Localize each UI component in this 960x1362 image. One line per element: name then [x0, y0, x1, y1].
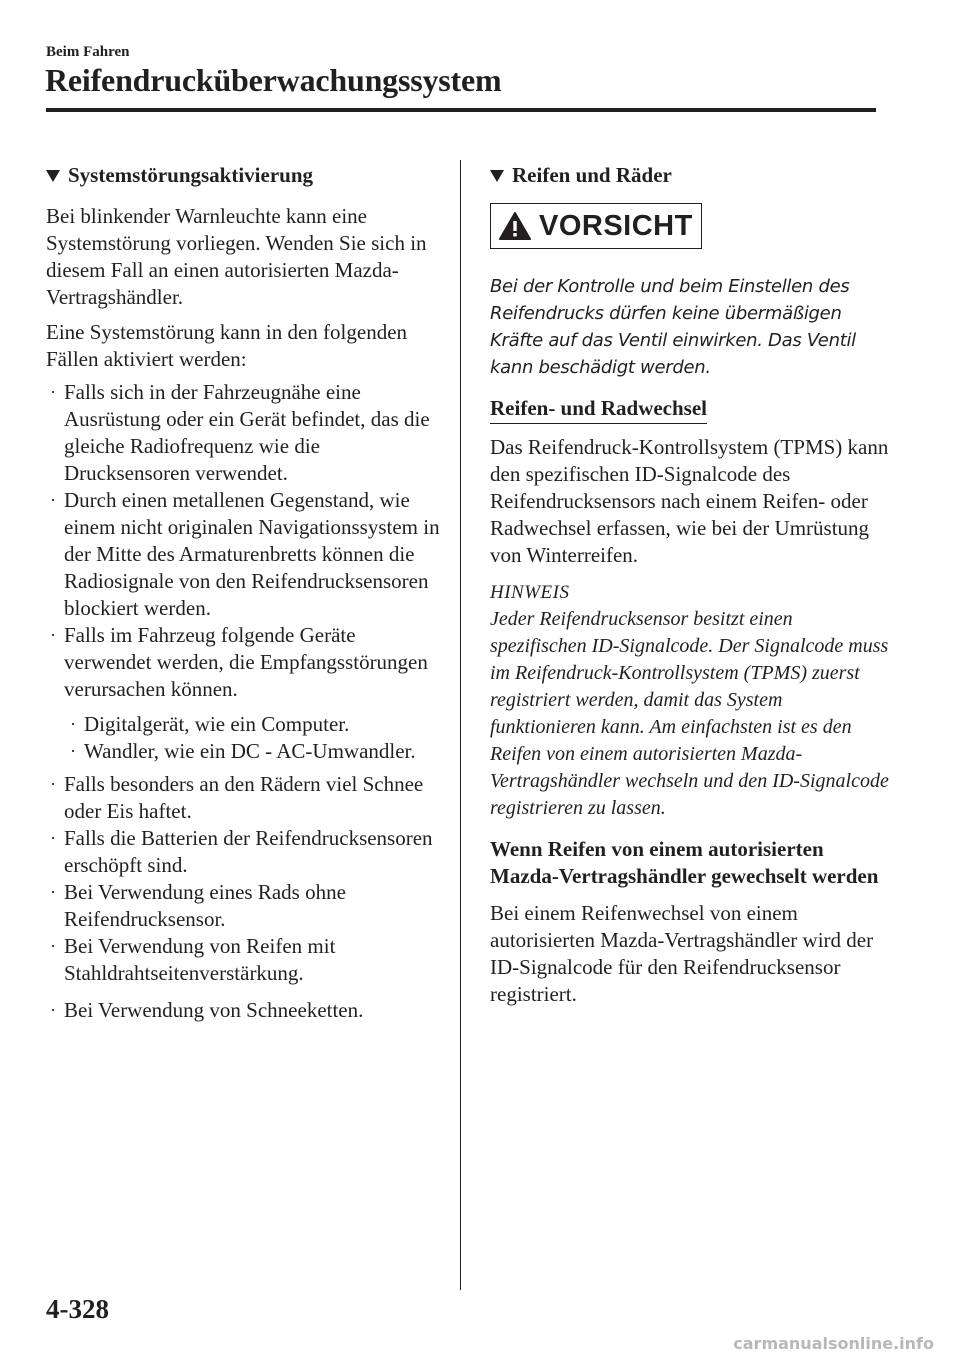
section-heading-text: Reifen und Räder [512, 163, 672, 187]
header-rule [46, 108, 876, 112]
note-title: HINWEIS [490, 582, 570, 603]
note-text: Jeder Reifendrucksensor besitzt einen spezifischen ID-Signalcode. Der Signalcode muss im Reifendruck-Kontrollsystem (TPMS) zuerst registriert werden, damit das System funktionieren kann. Am einfachsten ist es den Reifen von einem autorisierten Mazda-Vertragshändler wechseln und den ID-Signalcode registrieren zu lassen. [490, 608, 889, 819]
bullet-icon: · [50, 774, 56, 794]
page-number: 4-328 [46, 1294, 109, 1324]
page-title: Reifendrucküberwachungssystem [45, 62, 502, 98]
paragraph: Bei blinkender Warnleuchte kann eine Systemstörung vorliegen. Wenden Sie sich in diesem Fall an einen autorisierten Mazda-Vertragshändler. [46, 204, 427, 309]
list-item: · Digitalgerät, wie ein Computer. [70, 712, 350, 736]
list-item: · Bei Verwendung eines Rads ohne Reifendrucksensor. [50, 880, 346, 931]
caution-text: Bei der Kontrolle und beim Einstellen des Reifendrucks dürfen keine übermäßigen Kräfte auf das Ventil einwirken. Das Ventil kann beschädigt werden. [490, 276, 856, 378]
section-heading-system-fault [46, 162, 441, 189]
bullet-icon: · [50, 382, 56, 402]
right-column [490, 160, 890, 1008]
list-item: · Falls im Fahrzeug folgende Geräte verwendet werden, die Empfangsstörungen verursachen können. [50, 623, 428, 701]
paragraph: Bei einem Reifenwechsel von einem autorisierten Mazda-Vertragshändler wird der ID-Signalcode für den Reifendrucksensor registriert. [490, 901, 874, 1006]
bold-heading: Wenn Reifen von einem autorisierten Mazda-Vertragshändler gewechselt werden [490, 837, 879, 888]
bullet-icon: · [50, 936, 56, 956]
subheading-tire-wheel-change: Reifen- und Radwechsel [490, 395, 707, 424]
left-column [46, 160, 441, 1024]
bullet-icon: · [50, 490, 56, 510]
list-item: · Wandler, wie ein DC - AC-Umwandler. [70, 739, 416, 763]
bullet-icon: · [50, 828, 56, 848]
section-heading-tires-wheels [490, 162, 890, 189]
bullet-icon: · [70, 714, 76, 734]
bullet-icon: · [50, 1000, 56, 1020]
paragraph: Eine Systemstörung kann in den folgenden Fällen aktiviert werden: [46, 320, 408, 371]
warning-triangle-icon [497, 210, 533, 242]
bullet-icon: · [70, 741, 76, 761]
column-divider [460, 160, 461, 1290]
chapter-label: Beim Fahren [46, 44, 130, 60]
list-item: · Bei Verwendung von Reifen mit Stahldrahtseitenverstärkung. [50, 934, 336, 985]
section-heading-text: Systemstörungsaktivierung [68, 163, 314, 187]
sub-bullet-list [66, 711, 441, 765]
list-item: · Falls sich in der Fahrzeugnähe eine Ausrüstung oder ein Gerät befindet, das die gleiche Radiofrequenz wie die Drucksensoren verwendet. [50, 380, 430, 485]
triangle-down-icon [490, 170, 504, 182]
list-item: · Durch einen metallenen Gegenstand, wie einem nicht originalen Navigationssystem in der Mitte des Armaturenbretts können die Radiosignale von den Reifendrucksensoren blockiert werden. [50, 488, 440, 620]
caution-box [490, 203, 702, 249]
triangle-down-icon [46, 170, 60, 182]
caution-label: VORSICHT [539, 209, 693, 242]
list-item: · Falls die Batterien der Reifendrucksensoren erschöpft sind. [50, 826, 433, 877]
watermark: carmanualsonline.info [733, 1334, 934, 1353]
bullet-icon: · [50, 625, 56, 645]
bullet-icon: · [50, 882, 56, 902]
bullet-list [46, 771, 441, 1024]
paragraph: Das Reifendruck-Kontrollsystem (TPMS) kann den spezifischen ID-Signalcode des Reifendrucksensors nach einem Reifen- oder Radwechsel erfassen, wie bei der Umrüstung von Winterreifen. [490, 435, 889, 567]
list-item: · Falls besonders an den Rädern viel Schnee oder Eis haftet. [50, 772, 424, 823]
bullet-list [46, 379, 441, 703]
list-item: · Bei Verwendung von Schneeketten. [50, 998, 364, 1022]
